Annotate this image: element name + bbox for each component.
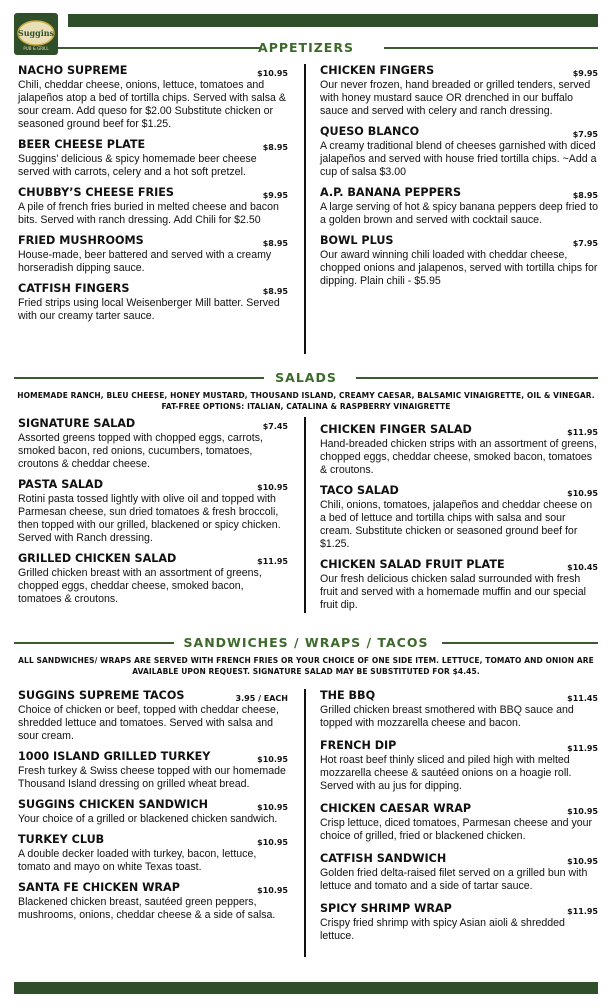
menu-item-description: Hand-breaded chicken strips with an assortment of greens, chopped eggs, cheddar cheese, smoked bacon, tomatoes & croutons. bbox=[320, 438, 597, 476]
salads-left-column bbox=[14, 417, 288, 619]
sandwiches-header bbox=[14, 635, 598, 651]
menu-item-name: FRENCH DIP bbox=[320, 739, 397, 752]
menu-item bbox=[18, 689, 288, 743]
menu-item-price: $7.45 bbox=[262, 422, 288, 431]
menu-item-name: PASTA SALAD bbox=[18, 478, 103, 491]
menu-item-description: A creamy traditional blend of cheeses garnished with diced jalapeños and served with house fried tortilla chips. ~Add a cup of salsa $3.00 bbox=[320, 140, 597, 178]
menu-item-name: QUESO BLANCO bbox=[320, 125, 420, 138]
menu-item bbox=[18, 881, 288, 922]
menu-item-description: A pile of french fries buried in melted cheese and bacon bits. Served with ranch dressing. Add Chili for $2.50 bbox=[18, 201, 279, 226]
menu-item-name: A.P. BANANA PEPPERS bbox=[320, 186, 462, 199]
menu-item-price: $8.95 bbox=[262, 143, 288, 152]
menu-item-description: Crisp lettuce, diced tomatoes, Parmesan cheese and your choice of grilled, fried or blackened chicken. bbox=[320, 817, 593, 842]
menu-item bbox=[18, 282, 288, 323]
menu-item-price: $10.45 bbox=[567, 563, 598, 572]
menu-item-name: CHICKEN CAESAR WRAP bbox=[320, 802, 472, 815]
menu-item-name: FRIED MUSHROOMS bbox=[18, 234, 144, 247]
menu-item-description: Choice of chicken or beef, topped with cheddar cheese, shredded lettuce and tomatoes. Served with salsa and sour cream. bbox=[18, 704, 279, 742]
menu-item-description: Our fresh delicious chicken salad surrounded with fresh fruit and served with a homemade muffin and our special fruit dip. bbox=[320, 573, 586, 611]
menu-item-description: Grilled chicken breast smothered with BBQ sauce and topped with mozzarella cheese and bacon. bbox=[320, 704, 574, 729]
menu-item-price: $10.95 bbox=[257, 803, 288, 812]
menu-item-price: $8.95 bbox=[572, 191, 598, 200]
appetizers-title: APPETIZERS bbox=[258, 40, 354, 55]
logo-text: Suggins bbox=[17, 28, 55, 38]
menu-item bbox=[18, 64, 288, 131]
salads-section bbox=[14, 370, 598, 619]
menu-item bbox=[320, 902, 598, 943]
menu-item-name: SUGGINS SUPREME TACOS bbox=[18, 689, 185, 702]
menu-item-name: THE BBQ bbox=[320, 689, 376, 702]
menu-item-price: $10.95 bbox=[567, 807, 598, 816]
menu-item bbox=[18, 417, 288, 471]
menu-item-name: SPICY SHRIMP WRAP bbox=[320, 902, 452, 915]
menu-item-price: $7.95 bbox=[572, 239, 598, 248]
appetizers-right-column bbox=[288, 64, 598, 330]
menu-item-description: Golden fried delta-raised filet served on a grilled bun with lettuce and tomato and a side of tartar sauce. bbox=[320, 867, 588, 892]
top-banner-bar bbox=[68, 14, 598, 27]
menu-item bbox=[320, 484, 598, 551]
menu-item bbox=[320, 423, 598, 477]
menu-item-name: CHUBBY’S CHEESE FRIES bbox=[18, 186, 174, 199]
menu-item-description: Your choice of a grilled or blackened chicken sandwich. bbox=[18, 813, 278, 825]
menu-item-name: BOWL PLUS bbox=[320, 234, 394, 247]
menu-item bbox=[18, 234, 288, 275]
menu-item-description: Fried strips using local Weisenberger Mill batter. Served with our creamy tarter sauce. bbox=[18, 297, 280, 322]
menu-item-price: $10.95 bbox=[257, 69, 288, 78]
menu-item-description: A double decker loaded with turkey, bacon, lettuce, tomato and mayo on white Texas toast. bbox=[18, 848, 257, 873]
menu-item-price: $9.95 bbox=[262, 191, 288, 200]
sandwiches-section bbox=[14, 635, 598, 952]
appetizers-left-column bbox=[14, 64, 288, 330]
menu-item bbox=[320, 689, 598, 730]
menu-item-description: Fresh turkey & Swiss cheese topped with our homemade Thousand Island dressing on grilled wheat bread. bbox=[18, 765, 286, 790]
appetizers-header bbox=[14, 40, 598, 56]
menu-item-description: Chili, cheddar cheese, onions, lettuce, tomatoes and jalapeños atop a bed of tortilla chips. Served with salsa & sour cream. Add queso for $2.00 Substitute chicken or seasoned ground beef for $1.25. bbox=[18, 79, 286, 130]
menu-item-name: BEER CHEESE PLATE bbox=[18, 138, 146, 151]
menu-item-price: $11.95 bbox=[567, 428, 598, 437]
menu-item bbox=[320, 739, 598, 793]
menu-item-price: $11.95 bbox=[567, 907, 598, 916]
menu-item-name: CATFISH SANDWICH bbox=[320, 852, 447, 865]
menu-item-price: $11.95 bbox=[257, 557, 288, 566]
menu-item-price: $10.95 bbox=[567, 489, 598, 498]
column-divider bbox=[304, 417, 306, 613]
menu-item-description: Blackened chicken breast, sautéed green peppers, mushrooms, onions, cheddar cheese & a side of salsa. bbox=[18, 896, 276, 921]
menu-item-name: NACHO SUPREME bbox=[18, 64, 128, 77]
menu-item bbox=[18, 798, 288, 826]
menu-item bbox=[18, 552, 288, 606]
menu-item bbox=[18, 750, 288, 791]
menu-item-name: CATFISH FINGERS bbox=[18, 282, 130, 295]
menu-item-name: TACO SALAD bbox=[320, 484, 399, 497]
appetizers-section bbox=[14, 40, 598, 330]
menu-item bbox=[18, 138, 288, 179]
sandwiches-right-column bbox=[288, 689, 598, 952]
menu-item-description: Crispy fried shrimp with spicy Asian aioli & shredded lettuce. bbox=[320, 917, 565, 942]
logo-subtext: PUB & GRILL bbox=[23, 46, 49, 51]
menu-item-description: Assorted greens topped with chopped eggs, carrots, smoked bacon, red onions, cucumbers, tomatoes, croutons & cheddar cheese. bbox=[18, 432, 263, 470]
dressings-note: HOMEMADE RANCH, BLEU CHEESE, HONEY MUSTARD, THOUSAND ISLAND, CREAMY CAESAR, BALSAMIC VINAIGRETTE, OIL & VINEGAR. FAT-FREE OPTIONS: ITALIAN, CATALINA & RASPBERRY VINAIGRETTE bbox=[17, 391, 595, 411]
menu-item-price: $10.95 bbox=[567, 857, 598, 866]
menu-item-description: Our award winning chili loaded with cheddar cheese, chopped onions and jalapenos, served with tortilla chips for dipping. Plain chili - $5.95 bbox=[320, 249, 598, 287]
menu-item-name: 1000 ISLAND GRILLED TURKEY bbox=[18, 750, 211, 763]
menu-item-name: CHICKEN FINGER SALAD bbox=[320, 423, 472, 436]
menu-item-price: $7.95 bbox=[572, 130, 598, 139]
column-divider bbox=[304, 689, 306, 957]
sides-note: ALL SANDWICHES/ WRAPS ARE SERVED WITH FRENCH FRIES OR YOUR CHOICE OF ONE SIDE ITEM. LETTUCE, TOMATO AND ONION ARE AVAILABLE UPON REQUEST. SIGNATURE SALAD MAY BE SUBSTITUTED FOR $4.45. bbox=[18, 656, 594, 676]
menu-item-name: SUGGINS CHICKEN SANDWICH bbox=[18, 798, 208, 811]
menu-item-name: CHICKEN SALAD FRUIT PLATE bbox=[320, 558, 505, 571]
salads-title: SALADS bbox=[275, 370, 337, 385]
sandwiches-left-column bbox=[14, 689, 288, 952]
menu-item-description: A large serving of hot & spicy banana peppers deep fried to a golden brown and served with cocktail sauce. bbox=[320, 201, 598, 226]
menu-item-description: Rotini pasta tossed lightly with olive oil and topped with Parmesan cheese, sun dried tomatoes & fresh broccoli, then topped with our grilled, blackened or spicy chicken. Served with Ranch dressing. bbox=[18, 493, 281, 544]
menu-item-price: $10.95 bbox=[257, 755, 288, 764]
menu-item-price: $11.45 bbox=[567, 694, 598, 703]
menu-item-description: Suggins’ delicious & spicy homemade beer cheese served with carrots, celery and a hot soft pretzel. bbox=[18, 153, 257, 178]
menu-item-price: $10.95 bbox=[257, 886, 288, 895]
menu-item-name: SANTA FE CHICKEN WRAP bbox=[18, 881, 180, 894]
menu-item bbox=[18, 186, 288, 227]
menu-item-description: Hot roast beef thinly sliced and piled high with melted mozzarella cheese & sautéed onions on a hoagie roll. Served with au jus for dipping. bbox=[320, 754, 572, 792]
menu-item-name: CHICKEN FINGERS bbox=[320, 64, 435, 77]
bottom-banner-bar bbox=[14, 982, 598, 994]
menu-item bbox=[320, 802, 598, 843]
menu-item-name: TURKEY CLUB bbox=[18, 833, 105, 846]
menu-item bbox=[320, 186, 598, 227]
column-divider bbox=[304, 64, 306, 354]
menu-item-description: House-made, beer battered and served with a creamy horseradish dipping sauce. bbox=[18, 249, 272, 274]
menu-item-name: SIGNATURE SALAD bbox=[18, 417, 136, 430]
menu-item-price: $9.95 bbox=[572, 69, 598, 78]
menu-item-name: GRILLED CHICKEN SALAD bbox=[18, 552, 177, 565]
menu-item-description: Chili, onions, tomatoes, jalapeños and cheddar cheese on a bed of lettuce and tortilla chips with salsa and sour cream. Substitute chicken or seasoned ground beef for $1.25. bbox=[320, 499, 593, 550]
menu-item bbox=[320, 64, 598, 118]
menu-item-price: $11.95 bbox=[567, 744, 598, 753]
menu-item bbox=[320, 558, 598, 612]
menu-item-price: $10.95 bbox=[257, 838, 288, 847]
menu-item bbox=[18, 833, 288, 874]
salads-right-column bbox=[288, 417, 598, 619]
salads-header bbox=[14, 370, 598, 386]
menu-item bbox=[320, 234, 598, 288]
menu-item bbox=[320, 125, 598, 179]
menu-item-price: 3.95 / EACH bbox=[235, 694, 288, 703]
menu-item bbox=[18, 478, 288, 545]
menu-item-description: Our never frozen, hand breaded or grilled tenders, served with honey mustard sauce OR drenched in our buffalo sauce and served with celery and ranch dressing. bbox=[320, 79, 591, 117]
menu-item-price: $8.95 bbox=[262, 287, 288, 296]
menu-item bbox=[320, 852, 598, 893]
sandwiches-title: SANDWICHES / WRAPS / TACOS bbox=[183, 635, 429, 650]
menu-item-price: $10.95 bbox=[257, 483, 288, 492]
menu-item-description: Grilled chicken breast with an assortment of greens, chopped eggs, cheddar cheese, smoked bacon, tomatoes & croutons. bbox=[18, 567, 262, 605]
menu-item-price: $8.95 bbox=[262, 239, 288, 248]
